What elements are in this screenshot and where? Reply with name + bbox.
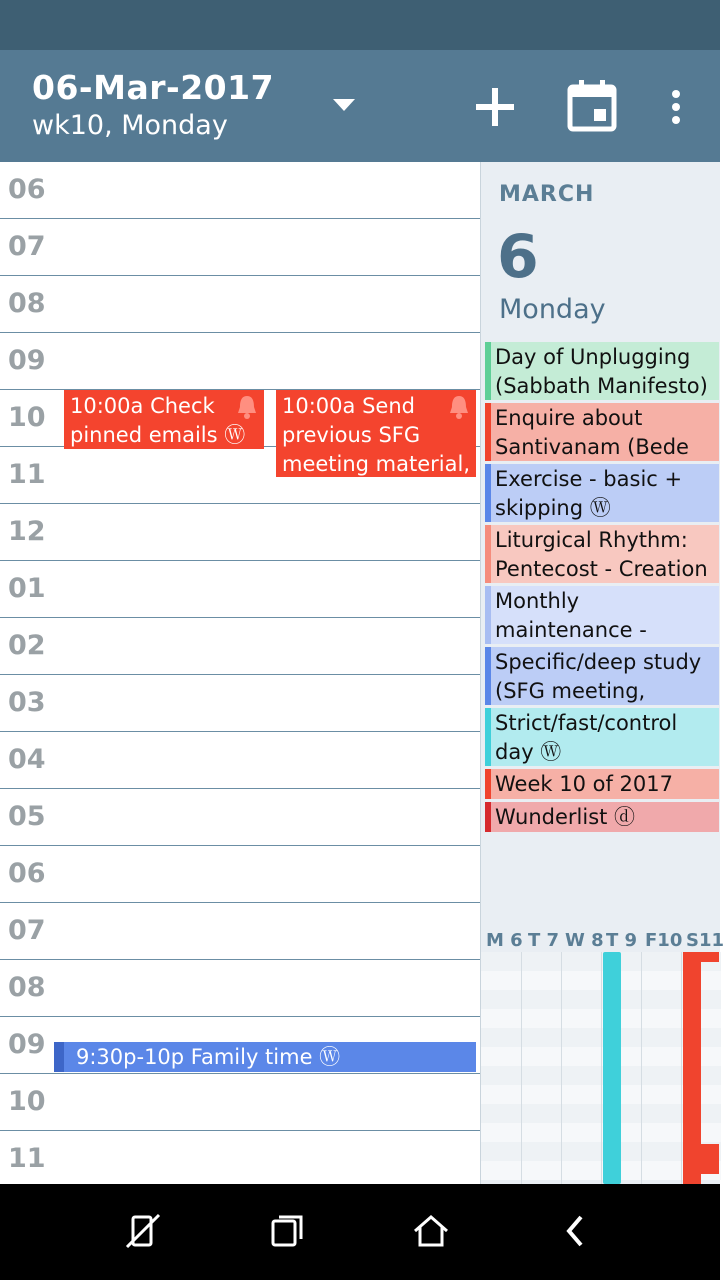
all-day-event[interactable]: [485, 647, 719, 705]
all-day-event-line1: Enquire about: [495, 406, 643, 430]
day-hours-grid[interactable]: [0, 162, 480, 1184]
bell-icon: [448, 394, 470, 420]
all-day-event-line2: (SFG meeting,: [495, 679, 646, 703]
all-day-event-line1: Exercise - basic +: [495, 467, 683, 491]
all-day-event-line1: Week 10 of 2017: [495, 772, 673, 796]
hour-label: 05: [8, 801, 46, 832]
week-day-header[interactable]: T 9: [606, 930, 638, 951]
all-day-event[interactable]: [485, 525, 719, 583]
all-day-event-line1: Specific/deep study: [495, 650, 702, 674]
all-day-event-line2: (Sabbath Manifesto): [495, 374, 708, 398]
add-icon[interactable]: [470, 82, 520, 132]
all-day-event[interactable]: [485, 802, 719, 832]
hour-label: 02: [8, 630, 46, 661]
calendar-icon[interactable]: [564, 78, 620, 134]
all-day-event-line2: skipping Ⓦ: [495, 496, 611, 520]
all-day-event-line1: Strict/fast/control: [495, 711, 678, 735]
day-number: 6: [497, 222, 539, 292]
week-day-header[interactable]: W 8: [565, 930, 604, 951]
hour-label: 09: [8, 1029, 46, 1060]
week-day-header[interactable]: F10: [645, 930, 683, 951]
hour-row[interactable]: [0, 219, 480, 276]
event-family-time[interactable]: [54, 1042, 476, 1072]
hour-label: 09: [8, 345, 46, 376]
hour-row[interactable]: [0, 903, 480, 960]
all-day-event-line1: Monthly: [495, 589, 580, 613]
hour-label: 10: [8, 402, 46, 433]
week-event-bar[interactable]: [697, 952, 719, 962]
event-check-pinned-emails[interactable]: [64, 390, 264, 449]
hour-label: 07: [8, 231, 46, 262]
side-panel: [480, 162, 724, 1184]
all-day-event[interactable]: [485, 342, 719, 400]
recents-icon[interactable]: [262, 1206, 312, 1256]
all-day-event-line1: Day of Unplugging: [495, 345, 691, 369]
month-label: MARCH: [499, 182, 595, 207]
hour-label: 03: [8, 687, 46, 718]
hour-row[interactable]: [0, 162, 480, 219]
all-day-event[interactable]: [485, 586, 719, 644]
week-day-header[interactable]: S11: [686, 930, 724, 951]
back-icon[interactable]: [550, 1206, 600, 1256]
all-day-event[interactable]: [485, 708, 719, 766]
bell-icon: [236, 394, 258, 420]
hour-row[interactable]: [0, 618, 480, 675]
hour-label: 12: [8, 516, 46, 547]
hour-label: 11: [8, 1143, 46, 1174]
hour-row[interactable]: [0, 960, 480, 1017]
all-day-event[interactable]: [485, 769, 719, 799]
all-day-event[interactable]: [485, 403, 719, 461]
status-bar: [0, 0, 720, 50]
hour-row[interactable]: [0, 675, 480, 732]
week-day-header[interactable]: T 7: [528, 930, 560, 951]
hour-row[interactable]: [0, 276, 480, 333]
hour-row[interactable]: [0, 789, 480, 846]
hour-row[interactable]: [0, 1074, 480, 1131]
hour-label: 06: [8, 858, 46, 889]
hour-row[interactable]: [0, 504, 480, 561]
home-icon[interactable]: [406, 1206, 456, 1256]
all-day-event-line1: Wunderlist ⓓ: [495, 805, 636, 829]
dropdown-icon[interactable]: [328, 90, 360, 122]
hour-label: 04: [8, 744, 46, 775]
hour-label: 08: [8, 972, 46, 1003]
all-day-event-line2: day Ⓦ: [495, 740, 562, 764]
event-label: 10:00a Check pinned emails Ⓦ: [70, 394, 246, 447]
event-send-sfg-material[interactable]: [276, 390, 476, 477]
week-event-bar[interactable]: [603, 952, 621, 1184]
system-nav-bar: [0, 1184, 720, 1280]
hour-row[interactable]: [0, 561, 480, 618]
all-day-event-line2: maintenance -: [495, 618, 647, 642]
hour-row[interactable]: [0, 846, 480, 903]
screen-rotate-icon[interactable]: [118, 1206, 168, 1256]
week-day-subtitle: wk10, Monday: [32, 110, 228, 141]
day-name: Monday: [499, 294, 606, 325]
hour-label: 08: [8, 288, 46, 319]
hour-row[interactable]: [0, 732, 480, 789]
week-event-bar[interactable]: [697, 1144, 719, 1174]
hour-label: 11: [8, 459, 46, 490]
app-bar: [0, 50, 720, 162]
event-label: 9:30p-10p Family time Ⓦ: [76, 1045, 341, 1069]
more-vert-icon[interactable]: [660, 84, 692, 130]
event-label: 10:00a Send previous SFG meeting material,: [282, 394, 471, 476]
hour-label: 07: [8, 915, 46, 946]
hour-row[interactable]: [0, 333, 480, 390]
week-day-header[interactable]: M 6: [486, 930, 523, 951]
hour-label: 01: [8, 573, 46, 604]
hour-label: 06: [8, 174, 46, 205]
all-day-event[interactable]: [485, 464, 719, 522]
all-day-event-line1: Liturgical Rhythm:: [495, 528, 688, 552]
all-day-event-line2: Pentecost - Creation: [495, 557, 708, 581]
date-title[interactable]: 06-Mar-2017: [32, 68, 275, 107]
all-day-event-line2: Santivanam (Bede: [495, 435, 689, 459]
hour-label: 10: [8, 1086, 46, 1117]
week-mini-grid[interactable]: [481, 952, 721, 1184]
hour-row[interactable]: [0, 1131, 480, 1188]
